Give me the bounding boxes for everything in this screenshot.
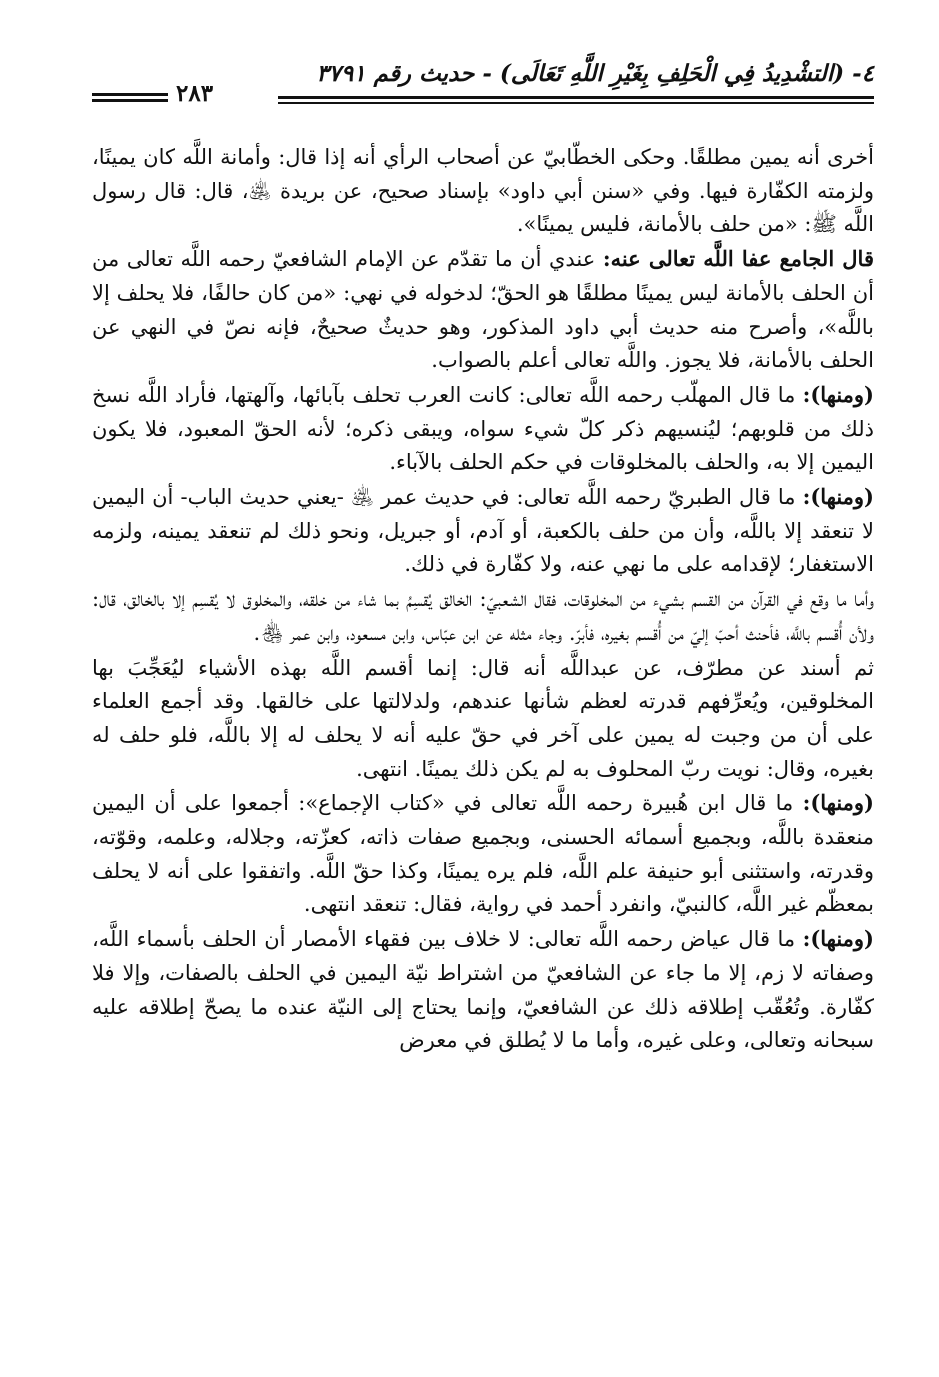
paragraph-6 <box>92 651 874 787</box>
body-text <box>92 140 874 1058</box>
paragraph-2 <box>92 242 874 378</box>
paragraph-text: ما قال عياض رحمه اللَّه تعالى: لا خلاف بين فقهاء الأمصار أن الحلف بأسماء اللَّه، وصفاته لا زم، إلا ما جاء عن الشافعيّ من اشتراط نيّة اليمين في الحلف بالصفات، وإلا فلا كفّارة. وتُعُقّب إطلاقه ذلك عن الشافعيّ، وإنما يحتاج إلى النيّة عنده ما يصحّ إطلاقه عليه سبحانه وتعالى، وعلى غيره، وأما ما لا يُطلق في معرض <box>92 927 874 1053</box>
paragraph-lead: (ومنها): <box>802 381 874 407</box>
page-number-rules <box>92 93 168 105</box>
paragraph-text: ما قال المهلّب رحمه اللَّه تعالى: كانت العرب تحلف بآبائها، وآلهتها، فأراد اللَّه نسخ ذلك من قلوبهم؛ ليُنسيهم ذكر كلّ شيء سواه، ويبقى ذكره؛ لأنه الحقّ المعبود، فلا يكون اليمين إلا به، والحلف بالمخلوقات في حكم الحلف بالآباء. <box>92 382 874 475</box>
paragraph-text: أخرى أنه يمين مطلقًا. وحكى الخطّابيّ عن أصحاب الرأي أنه إذا قال: وأمانة اللَّه كان يمينًا، ولزمته الكفّارة فيها. وفي «سنن أبي داود» بإسناد صحيح، عن بريدة ﵁، قال: قال رسول اللَّه ﷺ: «من حلف بالأمانة، فليس يمينًا». <box>92 145 874 237</box>
paragraph-text: وأما ما وقع في القرآن من القسم بشيء من المخلوقات، فقال الشعبيّ: الخالق يُقسِمُ بما شاء من خلقه، والمخلوق لا يُقسِم إلا بالخالق، قال: ولأن أُقسم باللَّه، فأحنث أحبّ إليّ من أُقسم بغيره، فأبرّ. وجاء مثله عن ابن عبّاس، وابن مسعود، وابن عمر ﵃. <box>92 587 874 645</box>
paragraph-5 <box>92 582 874 650</box>
running-header <box>92 58 874 106</box>
paragraph-lead: (ومنها): <box>802 484 874 510</box>
paragraph-text: ما قال الطبريّ رحمه اللَّه تعالى: في حديث عمر ﵁ -يعني حديث الباب- أن اليمين لا تنعقد إلا باللَّه، وأن من حلف بالكعبة، أو آدم، أو جبريل، ونحو ذلك لم تنعقد يمينه، ولزمه الاستغفار؛ لإقدامه على ما نهي عنه، ولا كفّارة في ذلك. <box>92 485 874 577</box>
paragraph-text: عندي أن ما تقدّم عن الإمام الشافعيّ رحمه اللَّه تعالى من أن الحلف بالأمانة ليس يمينًا مطلقًا هو الحقّ؛ لدخوله في نهي: «من كان حالفًا، فلا يحلف إلا باللَّه»، وأصرح منه حديث أبي داود المذكور، وهو حديثٌ صحيحٌ، فإنه نصّ في النهي عن الحلف بالأمانة، فلا يجوز. واللَّه تعالى أعلم بالصواب. <box>92 247 874 373</box>
paragraph-1 <box>92 140 874 242</box>
paragraph-4 <box>92 480 874 582</box>
paragraph-lead: (ومنها): <box>802 790 874 816</box>
paragraph-lead: (ومنها): <box>802 926 874 952</box>
paragraph-text: ما قال ابن هُبيرة رحمه اللَّه تعالى في «كتاب الإجماع»: أجمعوا على أن اليمين منعقدة باللَّه، وبجميع أسمائه الحسنى، وبجميع صفات ذاته، كعزّته، وجلاله، وعلمه، وقوّته، وقدرته، واستثنى أبو حنيفة علم اللَّه، فلم يره يمينًا، وكذا حقّ اللَّه. واتفقوا على أنه لا يحلف بمعظّم غير اللَّه، كالنبيّ، وانفرد أحمد في رواية، فقال: تنعقد انتهى. <box>92 791 874 917</box>
paragraph-lead: قال الجامع عفا اللَّه تعالى عنه: <box>602 246 874 272</box>
header-rule-top <box>278 96 874 99</box>
page-number: ٢٨٣ <box>176 80 214 107</box>
header-rule-bottom <box>278 102 874 104</box>
paragraph-text: ثم أسند عن مطرّف، عن عبداللَّه أنه قال: إنما أقسم اللَّه بهذه الأشياء ليُعَجِّبَ بها المخلوقين، ويُعرِّفهم قدرته لعظم شأنها عندهم، ولدلالتها على خالقها. وقد أجمع العلماء على أن من وجبت له يمين على آخر في حقّ عليه أنه لا يحلف له إلا باللَّه، فلو حلف له بغيره، وقال: نويت ربّ المحلوف به لم يكن ذلك يمينًا. انتهى. <box>92 655 874 781</box>
paragraph-8 <box>92 922 874 1058</box>
paragraph-3 <box>92 378 874 480</box>
paragraph-7 <box>92 786 874 922</box>
header-title: ٤- (التشْدِيدُ فِي الْحَلِفِ بِغَيْرِ اللَّهِ تَعَالَى) - حديث رقم ٣٧٩١ <box>316 60 874 87</box>
